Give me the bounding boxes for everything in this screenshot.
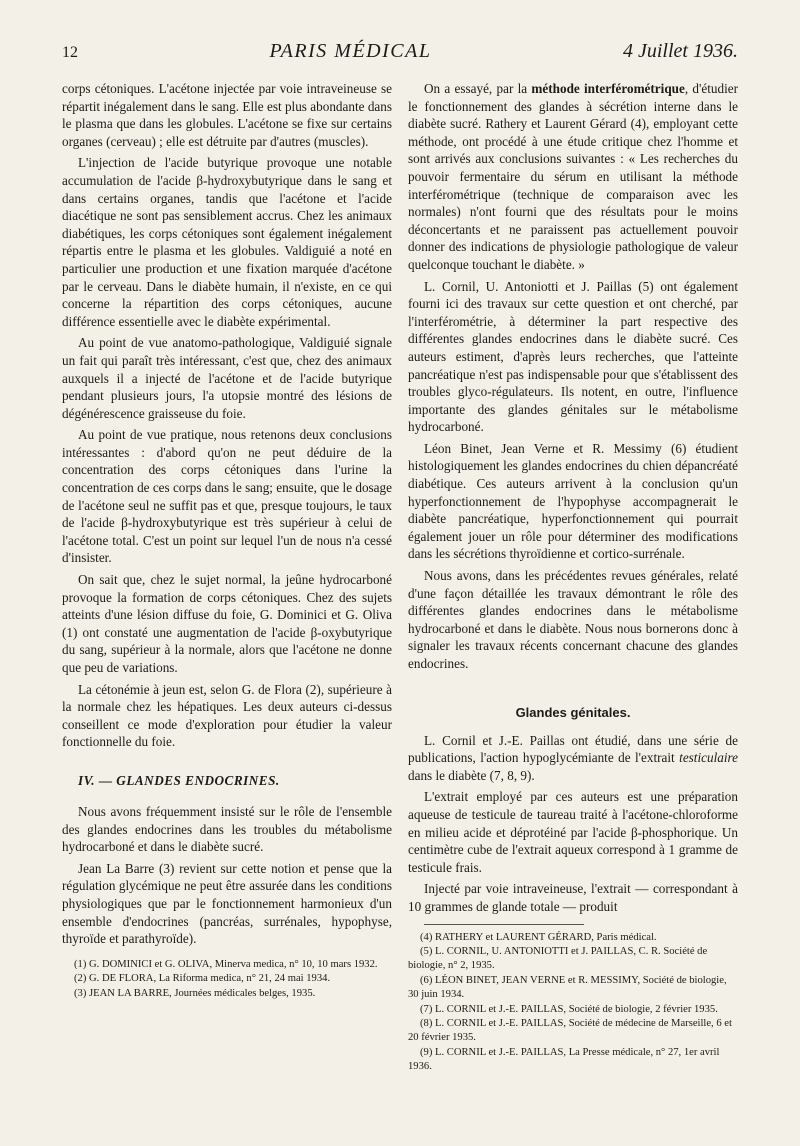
emphasis: méthode interférométrique bbox=[531, 81, 685, 96]
paragraph: L'extrait employé par ces auteurs est une préparation aqueuse de testicule de taureau traité à l'acétone-chloroforme en milieu acide et déprotéiné par l'acide β-phosphorique. Un centimètre cube de l'extrait aqueux correspond à 1 gramme de testicule frais. bbox=[408, 789, 738, 875]
paragraph: L'injection de l'acide butyrique provoque une notable accumulation de l'acide β-hydroxybutyrique dans le sang et dans certains organes, tandis que l'acétone et l'acide diacétique ne sont pas sensiblement accrus. Chez les animaux diabétiques, les corps cétoniques sont également inégalement répartis entre le plasma et les globules. Valdiguié a noté en particulier une production et une fixation marquée d'acétone par le cerveau. Dans le diabète humain, il n'existe, en ce qui concerne la répartition des corps cétoniques, aucune différence essentielle avec le diabète expérimental. bbox=[62, 155, 392, 329]
paragraph: L. Cornil, U. Antoniotti et J. Paillas (5) ont également fourni ici des travaux sur cette question et ont cherché, par l'interférométrie, à déterminer la part respective des différentes glandes endocrines dans le diabète sucré. Ces auteurs estiment, d'après leurs recherches, que l'atteinte pancréatique n'est pas indispensable pour que s'établissent des troubles glyco-régulateurs. Ils notent, en outre, l'influence importante des glandes génitales sur le métabolisme hydrocarboné. bbox=[408, 278, 738, 435]
text-run: On a essayé, par la bbox=[424, 81, 532, 96]
footnote: (5) L. CORNIL, U. ANTONIOTTI et J. PAILLAS, C. R. Société de biologie, n° 2, 1935. bbox=[408, 945, 708, 972]
paragraph bbox=[408, 732, 738, 785]
paragraph: corps cétoniques. L'acétone injectée par voie intraveineuse se répartit inégalement dans le sang. Elle est plus abondante dans le plasma que dans les globules. L'acétone se fixe sur certains organes (cerveau) ; elle est détruite par d'autres (muscles). bbox=[62, 81, 392, 149]
footnote: (3) JEAN LA BARRE, Journées médicales belges, 1935. bbox=[74, 987, 316, 999]
footnotes-right bbox=[408, 931, 738, 1075]
paragraph: Injecté par voie intraveineuse, l'extrait — correspondant à 10 grammes de glande totale — produit bbox=[408, 881, 738, 914]
page-number: 12 bbox=[62, 44, 78, 61]
footnote: (4) RATHERY et LAURENT GÉRARD, Paris médical. bbox=[420, 931, 657, 943]
left-column bbox=[62, 80, 392, 1075]
footnote: (1) G. DOMINICI et G. OLIVA, Minerva medica, n° 10, 10 mars 1932. bbox=[74, 958, 378, 970]
paragraph: Jean La Barre (3) revient sur cette notion et pense que la régulation glycémique ne peut être assurée dans les conditions physiologiques que par le fonctionnement harmonieux d'un ensemble d'endocrines (pancréas, surrénales, hypophyse, thyroïde et parathyroïde). bbox=[62, 860, 392, 947]
paragraph: La cétonémie à jeun est, selon G. de Flora (2), supérieure à la normale chez les hépatiques. Les deux auteurs ci-dessus conseillent ce mode d'exploration pour étudier la valeur fonctionnelle du foie. bbox=[62, 681, 392, 750]
footnotes-left bbox=[62, 958, 392, 1001]
text-run: L. Cornil et J.-E. Paillas ont étudié, dans une série de publications, l'action hypoglycémiante de l'extrait bbox=[408, 732, 738, 766]
footnote: (6) LÉON BINET, JEAN VERNE et R. MESSIMY, Société de biologie, 30 juin 1934. bbox=[408, 974, 727, 1001]
paragraph: Au point de vue pratique, nous retenons deux conclusions intéressantes : d'abord qu'on ne peut déduire de la concentration des corps cétoniques dans l'urine la concentration de ces corps dans le sang; ensuite, que le dosage de l'acétone seul ne suffit pas et que, presque toujours, le taux de l'acide β-hydroxybutyrique est très supérieur à celui de l'acétone total. C'est un point sur lequel l'un de nous n'a cessé d'insister. bbox=[62, 427, 392, 566]
two-column-body bbox=[62, 80, 738, 1075]
page-header bbox=[62, 40, 738, 76]
footnote: (2) G. DE FLORA, La Riforma medica, n° 21, 24 mai 1934. bbox=[74, 973, 331, 985]
paragraph: Nous avons fréquemment insisté sur le rôle de l'ensemble des glandes endocrines dans les troubles du métabolisme hydrocarboné et dans le diabète sucré. bbox=[62, 803, 392, 855]
section-heading: IV. — GLANDES ENDOCRINES. bbox=[78, 772, 280, 788]
subsection-heading: Glandes génitales. bbox=[515, 704, 631, 720]
right-column bbox=[408, 80, 738, 1075]
text-run: , d'étudier le fonctionnement des glandes à sécrétion interne dans le diabète sucré. Rathery et Laurent Gérard (4), employant cette méthode, ont procédé à une étude critique chez l'homme et sont arrivés aux conclusions suivantes : « Les recherches du pouvoir fermentaire du sérum en utilisant la méthode interférométrique (technique de comparaison avec les normales) n'ont fourni que des résultats pour le moins déconcertants et ne paraissent pas actuellement pouvoir donner des indications de physiologie pathologique de valeur quelconque touchant le diabète. » bbox=[408, 81, 738, 272]
paragraph: Nous avons, dans les précédentes revues générales, relaté d'une façon détaillée les travaux démontrant le rôle des différentes glandes endocrines dans le métabolisme hydrocarboné et dans le diabète. Nous nous bornerons donc à signaler les travaux récents concernant chacune des glandes endocrines. bbox=[408, 568, 738, 671]
footnote: (7) L. CORNIL et J.-E. PAILLAS, Société de biologie, 2 février 1935. bbox=[420, 1003, 718, 1015]
text-run: dans le diabète (7, 8, 9). bbox=[408, 767, 535, 783]
footnote-rule bbox=[424, 924, 584, 925]
emphasis: testiculaire bbox=[679, 750, 738, 766]
paragraph: Au point de vue anatomo-pathologique, Valdiguié signale un fait qui paraît très intéressant, c'est que, chez des animaux auxquels il a injecté de l'acétone et de l'acide butyrique pendant plusieurs jours, l'a utopsie montré des lésions de dégénérescence graisseuse du foie. bbox=[62, 335, 392, 421]
paragraph bbox=[408, 80, 738, 274]
running-title: PARIS MÉDICAL bbox=[269, 40, 432, 62]
paragraph: Léon Binet, Jean Verne et R. Messimy (6) étudient histologiquement les glandes endocrines du chien dépancréaté diabétique. Ces auteurs arrivent à la conclusion qu'un hyperfonctionnement de l'hypophyse accompagnerait le diabète pancréatique, hyperfonctionnement qui pourrait également jouer un rôle pour déterminer des modifications dans les sécrétions thyroïdienne et cortico-surrénale. bbox=[408, 440, 738, 562]
footnote: (9) L. CORNIL et J.-E. PAILLAS, La Presse médicale, n° 27, 1er avril 1936. bbox=[408, 1046, 720, 1073]
issue-date: 4 Juillet 1936. bbox=[623, 40, 738, 62]
paragraph: On sait que, chez le sujet normal, la jeûne hydrocarboné provoque la formation de corps cétoniques. Chez des sujets atteints d'une lésion diffuse du foie, G. Dominici et G. Oliva (1) ont constaté une augmentation de l'acide β-oxybutyrique du sang, supérieur à la normale, alors que l'acétone ne donne que peu de variations. bbox=[62, 572, 392, 675]
footnote: (8) L. CORNIL et J.-E. PAILLAS, Société de médecine de Marseille, 6 et 20 février 1935. bbox=[408, 1017, 732, 1044]
